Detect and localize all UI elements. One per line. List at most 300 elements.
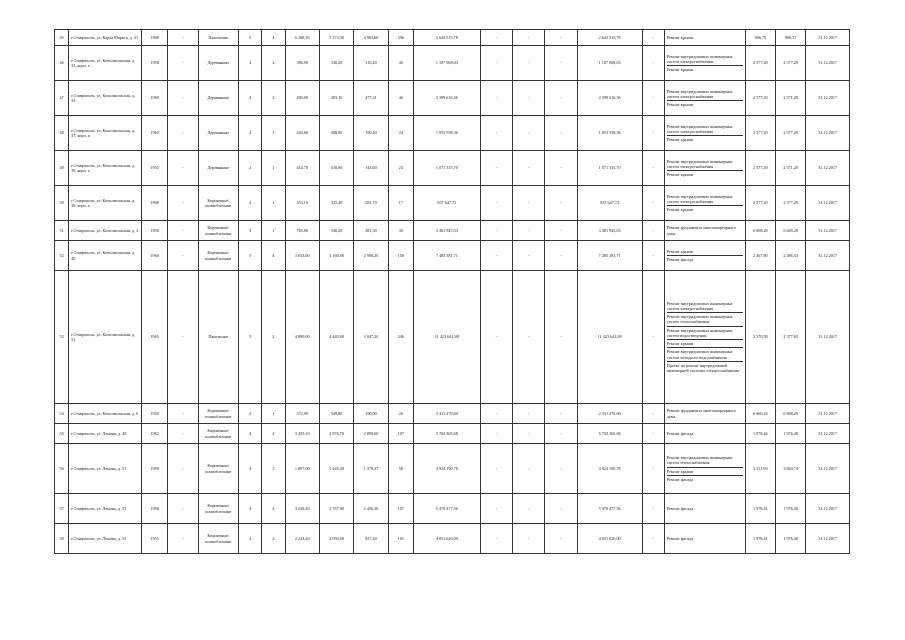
- floors-cell: 2: [239, 151, 262, 186]
- max-price-cell: 2 577,20: [775, 116, 805, 151]
- table-body: [55, 30, 850, 554]
- dash-cell: -: [480, 30, 512, 46]
- dash-cell: -: [642, 221, 664, 241]
- area-a-cell: 325,40: [319, 186, 353, 221]
- cost2-cell: 5 704 365,68: [577, 424, 642, 444]
- material-cell: Деревянные: [198, 116, 238, 151]
- dash-cell: -: [545, 424, 577, 444]
- work-item: Ремонт крыши: [667, 467, 743, 475]
- dash-cell: -: [480, 444, 512, 494]
- date-cell: 31.12.2017: [806, 30, 850, 46]
- work-item: Ремонт крыши: [667, 100, 743, 108]
- year-cell: 1968: [141, 30, 167, 46]
- area-total-cell: 3 633,60: [285, 241, 319, 271]
- address-cell: г.Ставрополь, ул. Комсомольская, д. 39, корп. а: [69, 151, 142, 186]
- area-b-cell: 190,40: [354, 116, 388, 151]
- max-price-cell: 1 976,40: [775, 424, 805, 444]
- dash-cell: -: [545, 81, 577, 116]
- dash-cell: -: [642, 424, 664, 444]
- work-item: Ремонт внутридомовых инженерных систем электроснабжения: [666, 123, 733, 134]
- entrances-cell: 4: [262, 424, 285, 444]
- floors-cell: 4: [239, 494, 262, 524]
- works-cell: [664, 444, 745, 494]
- dash-cell: -: [513, 81, 545, 116]
- dash-cell: -: [168, 30, 198, 46]
- dash-cell: -: [642, 46, 664, 81]
- cost2-cell: 5 470 477,56: [577, 494, 642, 524]
- address-cell: г.Ставрополь, ул. Комсомольская, д. 4: [69, 221, 142, 241]
- max-price-cell: 2 377,83: [775, 271, 805, 404]
- floors-cell: 4: [239, 524, 262, 554]
- row-number: 46: [55, 46, 69, 81]
- max-price-cell: 6 665,20: [775, 221, 805, 241]
- unit-price-cell: 1 978,41: [745, 494, 775, 524]
- address-cell: г.Ставрополь, ул. Комсомольская, д. 37, корп. а: [69, 116, 142, 151]
- dash-cell: -: [545, 186, 577, 221]
- address-cell: г.Ставрополь, ул. Комсомольская, д. 51: [69, 271, 142, 404]
- row-number: 55: [55, 424, 69, 444]
- row-number: 50: [55, 186, 69, 221]
- row-number: 57: [55, 494, 69, 524]
- work-item: Ремонт внутридомовых инженерных систем электроснабжения: [666, 158, 733, 169]
- cost2-cell: 4 051 620,00: [577, 524, 642, 554]
- dash-cell: -: [168, 116, 198, 151]
- works-cell: [664, 81, 745, 116]
- dash-cell: -: [545, 30, 577, 46]
- area-a-cell: 349,80: [319, 404, 353, 424]
- dash-cell: -: [480, 186, 512, 221]
- row-number: 56: [55, 444, 69, 494]
- dash-cell: -: [480, 524, 512, 554]
- date-cell: 31.12.2017: [806, 186, 850, 221]
- works-cell: [664, 151, 745, 186]
- area-b-cell: 2 908,20: [354, 241, 388, 271]
- dash-cell: -: [642, 241, 664, 271]
- works-cell: [664, 30, 745, 46]
- dash-cell: -: [545, 404, 577, 424]
- area-b-cell: 1 379,37: [354, 444, 388, 494]
- material-cell: Кирпичные/шлакоблочные: [198, 404, 238, 424]
- date-cell: 31.12.2017: [806, 271, 850, 404]
- year-cell: 1955: [141, 151, 167, 186]
- row-number: 47: [55, 81, 69, 116]
- floors-cell: 4: [239, 444, 262, 494]
- cost2-cell: 837 647,72: [577, 186, 642, 221]
- year-cell: 1962: [141, 424, 167, 444]
- work-item: Ремонт фасада: [667, 475, 743, 483]
- area-total-cell: 386,90: [285, 46, 319, 81]
- works-cell: [664, 424, 745, 444]
- cost-cell: 1 187 068,03: [413, 46, 480, 81]
- material-cell: Кирпичные/шлакоблочные: [198, 494, 238, 524]
- dash-cell: -: [642, 151, 664, 186]
- dash-cell: -: [480, 81, 512, 116]
- max-price-cell: 2 577,20: [775, 186, 805, 221]
- work-item: Ремонт внутридомовых инженерных систем теплоснабжения: [667, 312, 743, 325]
- floors-cell: 4: [239, 424, 262, 444]
- unit-price-cell: 2 370,58: [745, 271, 775, 404]
- work-item: Проект на ремонт внутридомовой инженерной системы электроснабжения: [667, 361, 743, 374]
- area-b-cell: 310,20: [354, 46, 388, 81]
- area-total-cell: 414,70: [285, 151, 319, 186]
- area-total-cell: 490,00: [285, 81, 319, 116]
- table-row: [55, 116, 850, 151]
- address-cell: г.Ставрополь, ул. Комсомольская, д. 38, корп. а: [69, 186, 142, 221]
- address-cell: г.Ставрополь, ул. Комсомольская, д. 35, корп. а: [69, 46, 142, 81]
- area-b-cell: 4 903,60: [354, 30, 388, 46]
- cost2-cell: 3 481 945,03: [577, 221, 642, 241]
- area-total-cell: 3 459,10: [285, 424, 319, 444]
- area-total-cell: 1 697,00: [285, 444, 319, 494]
- dash-cell: -: [545, 494, 577, 524]
- date-cell: 31.12.2017: [806, 241, 850, 271]
- table-row: [55, 444, 850, 494]
- floors-cell: 2: [239, 186, 262, 221]
- dash-cell: -: [642, 524, 664, 554]
- dash-cell: -: [545, 524, 577, 554]
- dash-cell: -: [513, 494, 545, 524]
- max-price-cell: 6 668,29: [775, 404, 805, 424]
- area-total-cell: 4 890,00: [285, 271, 319, 404]
- cost-cell: 1 071 315,70: [413, 151, 480, 186]
- row-number: 54: [55, 404, 69, 424]
- year-cell: 1955: [141, 524, 167, 554]
- year-cell: 1950: [141, 404, 167, 424]
- area-b-cell: 2 899,60: [354, 424, 388, 444]
- dash-cell: -: [513, 221, 545, 241]
- dash-cell: -: [168, 81, 198, 116]
- table-row: [55, 46, 850, 81]
- entrances-cell: 1: [262, 116, 285, 151]
- work-item: Ремонт внутридомовых инженерных систем электроснабжения: [666, 193, 733, 204]
- table-row: [55, 186, 850, 221]
- cost2-cell: 11 423 641,88: [577, 271, 642, 404]
- entrances-cell: 2: [262, 444, 285, 494]
- max-price-cell: 2 577,20: [775, 46, 805, 81]
- work-item: Ремонт крыши: [667, 339, 743, 347]
- work-item: Ремонт крыши: [666, 248, 694, 254]
- cost-cell: 11 423 641,88: [413, 271, 480, 404]
- max-price-cell: 960,57: [775, 30, 805, 46]
- dash-cell: -: [513, 424, 545, 444]
- cost2-cell: 2 643 515,78: [577, 30, 642, 46]
- cost2-cell: 4 924 190,78: [577, 444, 642, 494]
- unit-price-cell: 1 978,41: [745, 524, 775, 554]
- works-cell: [664, 271, 745, 404]
- material-cell: Деревянные: [198, 151, 238, 186]
- material-cell: Кирпичные/шлакоблочные: [198, 186, 238, 221]
- dash-cell: -: [480, 494, 512, 524]
- works-cell: [664, 46, 745, 81]
- dash-cell: -: [513, 241, 545, 271]
- work-item: Ремонт крыши: [667, 205, 743, 213]
- table-row: [55, 271, 850, 404]
- area-total-cell: 2 223,40: [285, 524, 319, 554]
- address-cell: г.Ставрополь, ул. Карла Маркса, д. 31: [69, 30, 142, 46]
- dash-cell: -: [513, 46, 545, 81]
- entrances-cell: 1: [262, 151, 285, 186]
- address-cell: г.Ставрополь, ул. Ленина, д. 49: [69, 424, 142, 444]
- residents-cell: 107: [388, 494, 413, 524]
- unit-price-cell: 6 866,24: [745, 404, 775, 424]
- residents-cell: 23: [388, 151, 413, 186]
- floors-cell: 5: [239, 241, 262, 271]
- floors-cell: 5: [239, 30, 262, 46]
- area-a-cell: 536,20: [319, 221, 353, 241]
- dash-cell: -: [642, 81, 664, 116]
- area-a-cell: 4 440,00: [319, 271, 353, 404]
- unit-price-cell: 6 868,28: [745, 221, 775, 241]
- work-item: Ремонт фундамента многоквартирного дома: [666, 408, 736, 419]
- cost-cell: 3 481 945,03: [413, 221, 480, 241]
- address-cell: г.Ставрополь, ул. Комсомольская, д. 49: [69, 241, 142, 271]
- works-cell: [664, 494, 745, 524]
- dash-cell: -: [545, 221, 577, 241]
- area-b-cell: 281,70: [354, 186, 388, 221]
- max-price-cell: 2 571,20: [775, 81, 805, 116]
- area-a-cell: 493,10: [319, 81, 353, 116]
- dash-cell: -: [480, 46, 512, 81]
- work-item: Ремонт внутридомовых инженерных систем водоотведения: [667, 326, 743, 339]
- dash-cell: -: [168, 151, 198, 186]
- area-a-cell: 3 160,00: [319, 241, 353, 271]
- dash-cell: -: [642, 186, 664, 221]
- cost2-cell: 1 187 068,03: [577, 46, 642, 81]
- dash-cell: -: [168, 241, 198, 271]
- residents-cell: 40: [388, 46, 413, 81]
- material-cell: Кирпичные/шлакоблочные: [198, 524, 238, 554]
- cost-cell: 1 053 558,36: [413, 116, 480, 151]
- entrances-cell: 2: [262, 271, 285, 404]
- works-cell: [664, 404, 745, 424]
- residents-cell: 156: [388, 241, 413, 271]
- area-a-cell: 5 574,30: [319, 30, 353, 46]
- work-item: Ремонт внутридомовых инженерных систем холодного водоснабжения: [667, 347, 743, 360]
- table-row: [55, 30, 850, 46]
- max-price-cell: 3 684,74: [775, 444, 805, 494]
- row-number: 58: [55, 524, 69, 554]
- year-cell: 1960: [141, 116, 167, 151]
- dash-cell: -: [642, 404, 664, 424]
- table-row: [55, 241, 850, 271]
- area-a-cell: 2 050,00: [319, 524, 353, 554]
- housing-repair-table: [54, 29, 850, 554]
- table-row: [55, 81, 850, 116]
- floors-cell: 3: [239, 221, 262, 241]
- year-cell: 1960: [141, 81, 167, 116]
- area-b-cell: 477,41: [354, 81, 388, 116]
- address-cell: г.Ставрополь, ул. Ленина, д. 51: [69, 444, 142, 494]
- dash-cell: -: [168, 404, 198, 424]
- date-cell: 31.12.2017: [806, 116, 850, 151]
- date-cell: 31.12.2017: [806, 444, 850, 494]
- table-row: [55, 404, 850, 424]
- row-number: 48: [55, 116, 69, 151]
- works-cell: [664, 116, 745, 151]
- work-item: Ремонт внутридомовых инженерных систем электроснабжения: [666, 88, 733, 99]
- residents-cell: 30: [388, 221, 413, 241]
- year-cell: 1956: [141, 221, 167, 241]
- dash-cell: -: [480, 221, 512, 241]
- year-cell: 1968: [141, 186, 167, 221]
- dash-cell: -: [642, 30, 664, 46]
- residents-cell: 24: [388, 116, 413, 151]
- dash-cell: -: [513, 524, 545, 554]
- area-total-cell: 6 188,30: [285, 30, 319, 46]
- dash-cell: -: [545, 151, 577, 186]
- cost-cell: 2 643 515,78: [413, 30, 480, 46]
- material-cell: Кирпичные/шлакоблочные: [198, 444, 238, 494]
- address-cell: г.Ставрополь, ул. Ленина, д. 53: [69, 494, 142, 524]
- address-cell: г.Ставрополь, ул. Комсомольская, д. 33: [69, 81, 142, 116]
- max-price-cell: 2 386,43: [775, 241, 805, 271]
- unit-price-cell: 3 411,99: [745, 444, 775, 494]
- year-cell: 1958: [141, 494, 167, 524]
- floors-cell: 2: [239, 404, 262, 424]
- cost2-cell: 7 485 381,71: [577, 241, 642, 271]
- unit-price-cell: 2 577,20: [745, 46, 775, 81]
- dash-cell: -: [513, 444, 545, 494]
- row-number: 52: [55, 241, 69, 271]
- area-a-cell: 2 767,00: [319, 494, 353, 524]
- area-b-cell: 2 456,30: [354, 494, 388, 524]
- residents-cell: 58: [388, 444, 413, 494]
- dash-cell: -: [642, 444, 664, 494]
- address-cell: г.Ставрополь, ул. Ленина, д. 55: [69, 524, 142, 554]
- material-cell: Панельные: [198, 271, 238, 404]
- entrances-cell: 4: [262, 494, 285, 524]
- entrances-cell: 1: [262, 404, 285, 424]
- date-cell: 31.12.2017: [806, 524, 850, 554]
- area-a-cell: 416,00: [319, 151, 353, 186]
- address-cell: г.Ставрополь, ул. Комсомольская, д. 6: [69, 404, 142, 424]
- cost2-cell: 2 331 270,60: [577, 404, 642, 424]
- work-item: Ремонт фасада: [666, 430, 694, 436]
- dash-cell: -: [642, 494, 664, 524]
- dash-cell: -: [480, 404, 512, 424]
- area-total-cell: 372,90: [285, 404, 319, 424]
- dash-cell: -: [513, 404, 545, 424]
- dash-cell: -: [480, 151, 512, 186]
- date-cell: 31.12.2017: [806, 81, 850, 116]
- entrances-cell: 4: [262, 241, 285, 271]
- cost-cell: 7 485 381,71: [413, 241, 480, 271]
- residents-cell: 296: [388, 30, 413, 46]
- unit-price-cell: 2 367,80: [745, 241, 775, 271]
- dash-cell: -: [642, 116, 664, 151]
- dash-cell: -: [168, 221, 198, 241]
- entrances-cell: 2: [262, 46, 285, 81]
- area-total-cell: 3 238,40: [285, 494, 319, 524]
- entrances-cell: 2: [262, 81, 285, 116]
- year-cell: 1965: [141, 271, 167, 404]
- row-number: 53: [55, 271, 69, 404]
- year-cell: 1959: [141, 444, 167, 494]
- residents-cell: 26: [388, 404, 413, 424]
- work-item: Ремонт крыши: [667, 65, 743, 73]
- max-price-cell: 2 571,20: [775, 151, 805, 186]
- residents-cell: 246: [388, 271, 413, 404]
- row-number: 49: [55, 151, 69, 186]
- date-cell: 31.12.2017: [806, 46, 850, 81]
- cost-cell: 4 051 620,00: [413, 524, 480, 554]
- dash-cell: -: [545, 46, 577, 81]
- area-b-cell: 143,60: [354, 151, 388, 186]
- residents-cell: 101: [388, 524, 413, 554]
- work-item: Ремонт фасада: [666, 505, 694, 511]
- area-b-cell: 3 947,20: [354, 271, 388, 404]
- cost-cell: 5 704 365,68: [413, 424, 480, 444]
- works-cell: [664, 221, 745, 241]
- works-cell: [664, 186, 745, 221]
- work-item: Ремонт фундамента многоквартирного дома: [666, 225, 736, 236]
- cost-cell: 4 924 190,78: [413, 444, 480, 494]
- dash-cell: -: [168, 494, 198, 524]
- row-number: 51: [55, 221, 69, 241]
- dash-cell: -: [545, 241, 577, 271]
- material-cell: Кирпичные/шлакоблочные: [198, 241, 238, 271]
- dash-cell: -: [513, 30, 545, 46]
- dash-cell: -: [545, 271, 577, 404]
- dash-cell: -: [168, 186, 198, 221]
- unit-price-cell: 2 577,20: [745, 151, 775, 186]
- dash-cell: -: [545, 444, 577, 494]
- work-item: Ремонт внутридомовых инженерных систем электроснабжения: [666, 53, 733, 64]
- residents-cell: 46: [388, 81, 413, 116]
- area-b-cell: 827,40: [354, 524, 388, 554]
- work-item: Ремонт крыши: [666, 34, 694, 40]
- dash-cell: -: [480, 241, 512, 271]
- table-row: [55, 221, 850, 241]
- dash-cell: -: [168, 444, 198, 494]
- row-number: 45: [55, 30, 69, 46]
- unit-price-cell: 2 577,20: [745, 81, 775, 116]
- dash-cell: -: [513, 271, 545, 404]
- residents-cell: 17: [388, 186, 413, 221]
- unit-price-cell: 2 577,20: [745, 116, 775, 151]
- area-total-cell: 765,86: [285, 221, 319, 241]
- dash-cell: -: [545, 116, 577, 151]
- cost-cell: 2 399 616,56: [413, 81, 480, 116]
- works-cell: [664, 524, 745, 554]
- material-cell: Деревянные: [198, 81, 238, 116]
- floors-cell: 2: [239, 116, 262, 151]
- work-item: Ремонт внутридомовых инженерных систем электроснабжения: [666, 300, 733, 312]
- dash-cell: -: [480, 271, 512, 404]
- date-cell: 31.12.2017: [806, 494, 850, 524]
- cost-cell: 5 470 477,56: [413, 494, 480, 524]
- unit-price-cell: 2 577,20: [745, 186, 775, 221]
- date-cell: 31.12.2017: [806, 424, 850, 444]
- table-row: [55, 424, 850, 444]
- area-b-cell: 381,30: [354, 221, 388, 241]
- floors-cell: 2: [239, 46, 262, 81]
- cost-cell: 837 647,72: [413, 186, 480, 221]
- material-cell: Деревянные: [198, 46, 238, 81]
- dash-cell: -: [168, 424, 198, 444]
- unit-price-cell: 966,75: [745, 30, 775, 46]
- entrances-cell: 1: [262, 186, 285, 221]
- area-total-cell: 443,60: [285, 116, 319, 151]
- work-item: Ремонт крыши: [667, 170, 743, 178]
- works-cell: [664, 241, 745, 271]
- cost2-cell: 1 071 315,70: [577, 151, 642, 186]
- unit-price-cell: 1 978,44: [745, 424, 775, 444]
- dash-cell: -: [168, 524, 198, 554]
- residents-cell: 107: [388, 424, 413, 444]
- floors-cell: 2: [239, 81, 262, 116]
- area-b-cell: 190,90: [354, 404, 388, 424]
